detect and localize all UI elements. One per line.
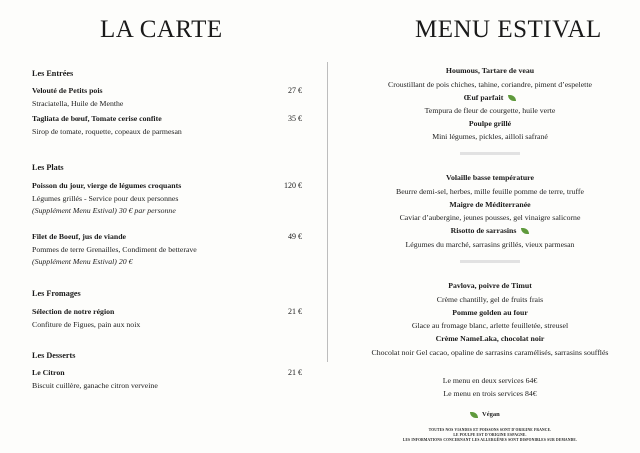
item-desc: Sirop de tomate, roquette, copeaux de parmesan [32, 126, 182, 136]
item-price: 49 € [288, 232, 302, 241]
dish-name: Volaille basse température [446, 173, 534, 182]
dish-name-vegan [340, 93, 640, 102]
menu-price: Le menu en deux services 64€ [442, 376, 538, 385]
fine-print: LES INFORMATIONS CONCERNANT LES ALLERGÈNES SONT DISPONIBLES SUR DEMANDE. [402, 438, 578, 442]
dish-desc: Mini légumes, pickles, ailloli safrané [432, 132, 548, 141]
dish-name: Œuf parfait [463, 93, 504, 102]
item-price: 120 € [284, 181, 302, 190]
dish-desc: Croustillant de pois chiches, tahine, coriandre, piment d’espelette [388, 80, 592, 89]
dish-name: Crème NameLaka, chocolat noir [435, 334, 545, 343]
item-name: Filet de Boeuf, jus de viande [32, 232, 126, 241]
dish-name: Houmous, Tartare de veau [445, 66, 535, 75]
menu-price: Le menu en trois services 84€ [443, 389, 537, 398]
section-separator [460, 260, 520, 263]
fine-print: TOUTES NOS VIANDES ET POISSONS SONT D'ORIGINE FRANCE. [428, 428, 552, 432]
item-price: 27 € [288, 86, 302, 95]
menu-item [32, 85, 302, 110]
la-carte-title: LA CARTE [100, 16, 223, 43]
item-name: Sélection de notre région [32, 307, 115, 316]
item-name: Poisson du jour, vierge de légumes croquants [32, 181, 182, 190]
section-entrees: Les Entrées [32, 69, 74, 78]
item-note: (Supplément Menu Estival) 20 € [32, 257, 133, 266]
leaf-icon [521, 228, 529, 234]
item-desc: Confiture de Figues, pain aux noix [32, 319, 141, 329]
dish-name: Risotto de sarrasins [450, 226, 517, 235]
vegan-legend [470, 411, 500, 418]
section-separator [460, 152, 520, 155]
vegan-label: Végan [482, 411, 500, 418]
section-fromages: Les Fromages [32, 289, 81, 298]
leaf-icon [508, 95, 516, 101]
menu-item [32, 113, 302, 138]
menu-item [32, 306, 302, 331]
leaf-icon [470, 412, 478, 418]
item-name: Le Citron [32, 368, 65, 377]
dish-desc: Caviar d’aubergine, jeunes pousses, gel vinaigre salicorne [399, 213, 581, 222]
item-name: Velouté de Petits pois [32, 86, 103, 95]
dish-name: Pomme golden au four [452, 308, 528, 317]
dish-desc: Tempura de fleur de courgette, huile verte [424, 106, 556, 115]
item-note: (Supplément Menu Estival) 30 € par personne [32, 206, 176, 215]
item-desc: Biscuit cuillère, ganache citron verveine [32, 380, 158, 390]
item-price: 35 € [288, 114, 302, 123]
menu-item [32, 180, 302, 218]
item-desc: Straciatella, Huile de Menthe [32, 98, 124, 108]
dish-desc: Crème chantilly, gel de fruits frais [436, 295, 544, 304]
dish-name: Poulpe grillé [468, 119, 512, 128]
dish-desc: Chocolat noir Gel cacao, opaline de sarrasins caramélisés, sarrasins soufflés [371, 348, 609, 357]
item-price: 21 € [288, 368, 302, 377]
dish-desc: Glace au fromage blanc, arlette feuilletée, streusel [411, 321, 569, 330]
item-desc: Légumes grillés - Service pour deux personnes [32, 193, 179, 203]
item-price: 21 € [288, 307, 302, 316]
fine-print: LE POULPE EST D'ORIGINE ESPAGNE. [453, 433, 527, 437]
item-name: Tagliata de bœuf, Tomate cerise confite [32, 114, 162, 123]
menu-item [32, 231, 302, 269]
section-plats: Les Plats [32, 163, 64, 172]
dish-name-vegan [340, 226, 640, 235]
menu-estival-title: MENU ESTIVAL [415, 16, 602, 43]
menu-item [32, 367, 302, 392]
dish-name: Pavlova, poivre de Timut [448, 281, 532, 290]
item-desc: Pommes de terre Grenailles, Condiment de betterave [32, 244, 197, 254]
dish-desc: Beurre demi-sel, herbes, mille feuille pomme de terre, truffe [396, 187, 584, 196]
section-desserts: Les Desserts [32, 351, 76, 360]
menu-estival-page [320, 0, 640, 453]
dish-name: Maigre de Méditerranée [449, 200, 531, 209]
dish-desc: Légumes du marché, sarrasins grillés, vieux parmesan [405, 240, 575, 249]
